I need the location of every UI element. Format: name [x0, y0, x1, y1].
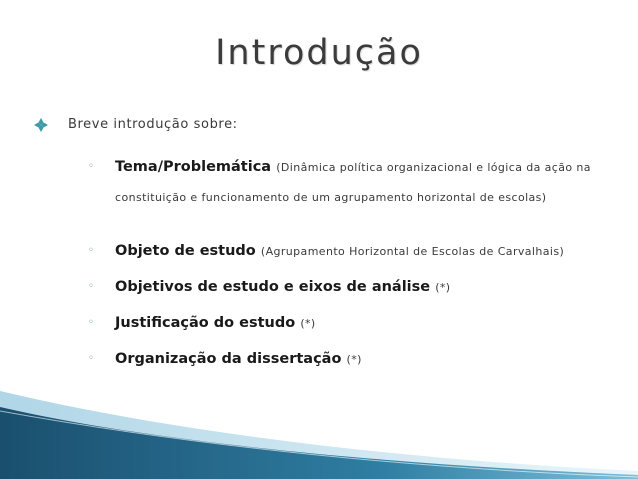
sub-item-detail: (*) — [346, 353, 362, 366]
level1-item — [34, 117, 238, 132]
sub-item-detail: (*) — [435, 281, 451, 294]
sub-item-justificacao — [88, 312, 608, 348]
sub-item-detail: (*) — [300, 317, 316, 330]
sub-item-heading: Justificação do estudo — [115, 315, 296, 331]
sub-list — [88, 152, 608, 384]
sub-item-heading: Objeto de estudo — [115, 243, 256, 259]
sub-item-objetivos — [88, 276, 608, 312]
sub-item-tema — [88, 152, 608, 240]
slide-title: Introdução — [215, 33, 423, 73]
circle-bullet-icon: ◦ — [88, 353, 94, 364]
sub-item-objeto — [88, 240, 608, 276]
sub-item-detail: (Dinâmica política organizacional e lógica da ação na constituição e funcionamento de um agrupamento horizontal de escolas) — [115, 161, 591, 204]
circle-bullet-icon: ◦ — [88, 245, 94, 256]
diamond-bullet-icon — [34, 118, 48, 132]
circle-bullet-icon: ◦ — [88, 281, 94, 292]
sub-item-heading: Tema/Problemática — [115, 159, 272, 175]
decorative-wave — [0, 389, 638, 479]
level1-text: Breve introdução sobre: — [68, 117, 238, 132]
sub-item-detail: (Agrupamento Horizontal de Escolas de Carvalhais) — [260, 245, 565, 258]
sub-item-heading: Objetivos de estudo e eixos de análise — [115, 279, 431, 295]
sub-item-heading: Organização da dissertação — [115, 351, 342, 367]
sub-item-organizacao — [88, 348, 608, 384]
circle-bullet-icon: ◦ — [88, 161, 94, 172]
circle-bullet-icon: ◦ — [88, 317, 94, 328]
